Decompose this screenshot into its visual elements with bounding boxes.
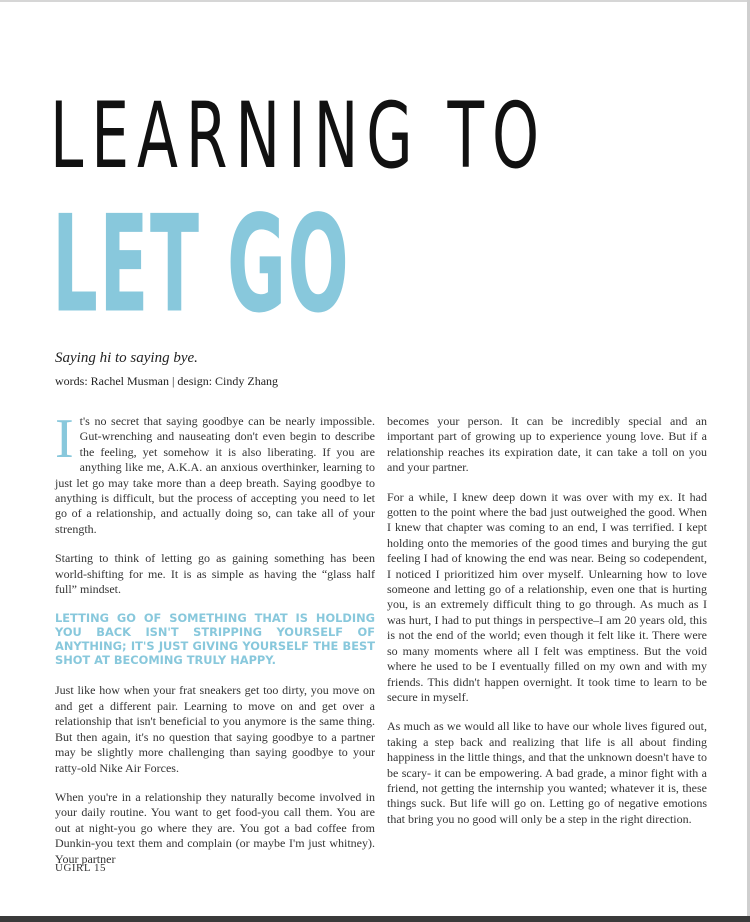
paragraph-3: Just like how when your frat sneakers get too dirty, you move on and get a different pair. Learning to move on and get over a relationship that isn't beneficial to you anymore is the same thing. But then again, it's no question that saying goodbye to a partner may be slightly more challenging than saying goodbye to your ratty-old Nike Air Forces.	[55, 683, 375, 775]
paragraph-1-text: t's no secret that saying goodbye can be nearly impossible. Gut-wrenching and nauseating don't even begin to describe the feeling, yet somehow it is also liberating. If you are anything like me, A.K.A. an anxious overthinker, learning to just let go may take more than a deep breath. Saying goodbye to anything is difficult, but the process of accepting you need to let go of a relationship, and actually doing so, can take all of your strength.	[55, 414, 375, 536]
paragraph-1	[55, 408, 375, 537]
title-line-1: LEARNING TO	[50, 83, 548, 190]
page-footer: UGIRL 15	[55, 862, 106, 874]
paragraph-6: For a while, I knew deep down it was over with my ex. It had gotten to the point where the bad just outweighed the good. When I knew that chapter was coming to an end, I was terrified. I kept holding onto the memories of the good times and burying the gut feeling I had of knowing the end was near. Being so codependent, I noticed I prioritized him over myself. Unlearning how to love someone and letting go of a relationship, even one that is hurting you, is an extremely difficult thing to go through. As much as I was hurt, I had to put things in perspective–I am 20 years old, this is not the end of the world; even though it felt like it. There were so many moments where all I felt was emptiness. But the void where he used to be I eventually filled on my own and with my friends. This didn't happen overnight. It took time to learn to be secure in myself.	[387, 489, 707, 704]
title-line-2: LET GO	[52, 185, 351, 343]
page-bottom-edge	[0, 916, 750, 922]
drop-cap: I	[55, 408, 74, 470]
paragraph-5: becomes your person. It can be incredibly special and an important part of growing up to experience young love. But if a relationship reaches its expiration date, it can take a toll on you and your partner.	[387, 414, 707, 475]
paragraph-2: Starting to think of letting go as gaining something has been world-shifting for me. It is as simple as having the “glass half full” mindset.	[55, 551, 375, 597]
paragraph-7: As much as we would all like to have our whole lives figured out, taking a step back and realizing that life is all about finding happiness in the little things, and that the unknown doesn't have to be scary- it can be empowering. A bad grade, a minor fight with a friend, not getting the internship you wanted; whatever it is, these things suck. But life will go on. Letting go of negative emotions that bring you no good will only be a step in the right direction.	[387, 719, 707, 826]
right-column	[387, 414, 707, 841]
paragraph-4: When you're in a relationship they naturally become involved in your daily routine. You want to get food-you call them. You are out at night-you go where they are. You got a bad coffee from Dunkin-you text them and complain (or maybe I'm just whitney). Your partner	[55, 789, 375, 866]
left-column	[55, 408, 375, 881]
pull-quote: LETTING GO OF SOMETHING THAT IS HOLDING YOU BACK ISN'T STRIPPING YOURSELF OF ANYTHING; IT'S JUST GIVING YOURSELF THE BEST SHOT AT BECOMING TRULY HAPPY.	[55, 611, 375, 668]
page-top-edge	[0, 0, 750, 2]
subtitle: Saying hi to saying bye.	[55, 350, 198, 366]
credits: words: Rachel Musman | design: Cindy Zhang	[55, 374, 279, 388]
